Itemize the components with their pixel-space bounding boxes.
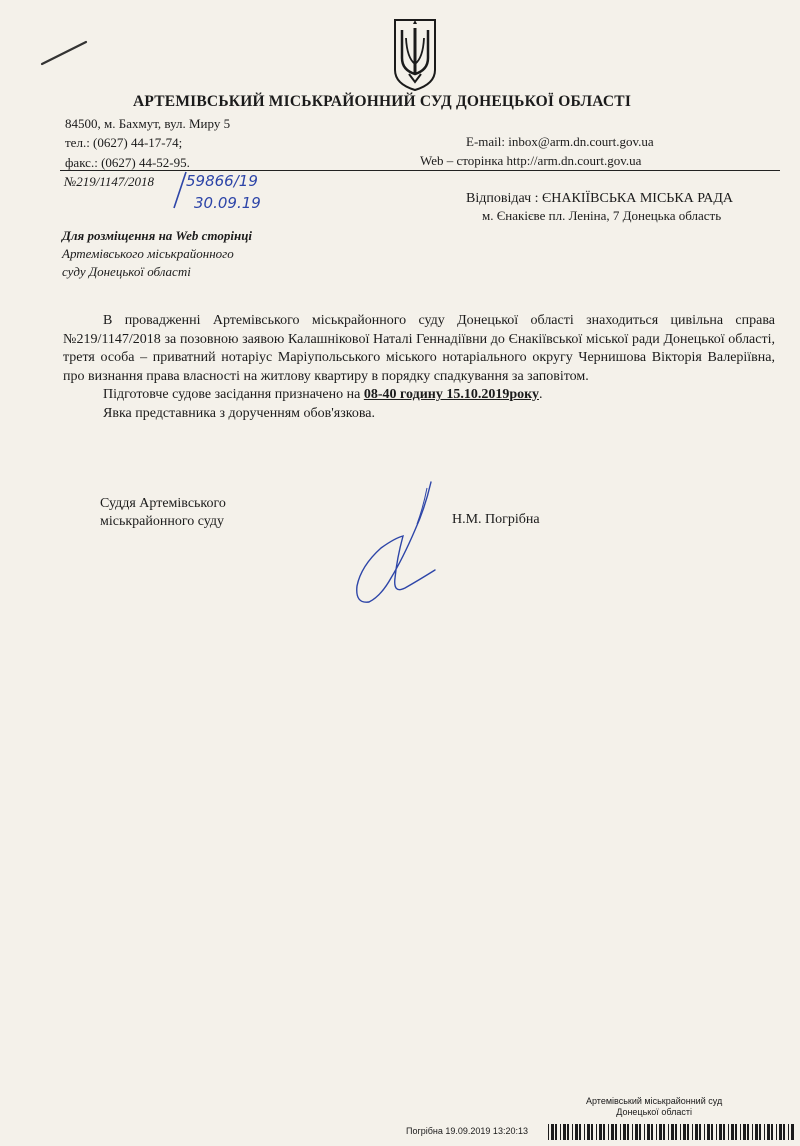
hearing-datetime: 08-40 годину 15.10.2019року [363,387,539,402]
judge-name: Н.М. Погрібна [452,512,540,527]
web-notice-title: Для розміщення на Web сторінці [62,228,253,243]
hearing-paragraph [63,386,775,405]
recipient-line1: Відповідач : ЄНАКІЇВСЬКА МІСЬКА РАДА [466,191,734,206]
court-email: E-mail: inbox@arm.dn.court.gov.ua [466,134,654,149]
judge-title-line1: Суддя Артемівського [100,496,226,511]
attendance-paragraph: Явка представника з дорученням обов'язкова. [103,405,375,421]
court-website: Web – сторінка http://arm.dn.court.gov.ua [420,153,642,168]
case-paragraph: В провадженні Артемівського міськрайонного суду Донецької області знаходиться цивільна справа №219/1147/2018 за позовною заявою Калашнікової Наталі Геннадіївни до Єнакіївської міської ради Донецької області, третя особа – приватний нотаріус Маріупольського міського нотаріального округу Чернишова Вікторія Валеріївна, про визнання права власності на житлову квартиру в порядку спадкування за заповітом. [63,313,775,384]
header-divider [60,170,780,171]
court-phone: тел.: (0627) 44-17-74; [65,135,183,150]
court-name: АРТЕМІВСЬКИЙ МІСЬКРАЙОННИЙ СУД ДОНЕЦЬКОЇ ОБЛАСТІ [133,93,632,110]
footer-court-line1: Артемівський міськрайонний суд [586,1096,723,1106]
document-barcode [548,1124,796,1140]
case-number: №219/1147/2018 [64,174,155,189]
footer-court-label [586,1096,722,1118]
handwritten-incoming-number: 59866/19 [186,172,258,190]
court-address: 84500, м. Бахмут, вул. Миру 5 [65,116,231,131]
court-fax: факс.: (0627) 44-52-95. [65,155,190,170]
handwritten-incoming-date: 30.09.19 [194,194,261,212]
hearing-prefix: Підготовче судове засідання призначено на [103,387,364,402]
recipient-address: м. Єнакієве пл. Леніна, 7 Донецька область [482,208,722,223]
web-notice-line2: Артемівського міськрайонного [62,246,234,261]
footer-court-line2: Донецької області [616,1107,692,1117]
hearing-suffix: . [538,387,543,402]
footer-e-signature-stamp: Погрібна 19.09.2019 13:20:13 [406,1126,528,1136]
judge-title-line2: міськрайонного суду [100,514,225,529]
web-notice-line3: суду Донецької області [62,264,191,279]
scan-mark [40,38,90,68]
handwritten-signature [345,478,455,608]
trident-emblem-icon [390,14,440,92]
letter-body [63,312,775,423]
